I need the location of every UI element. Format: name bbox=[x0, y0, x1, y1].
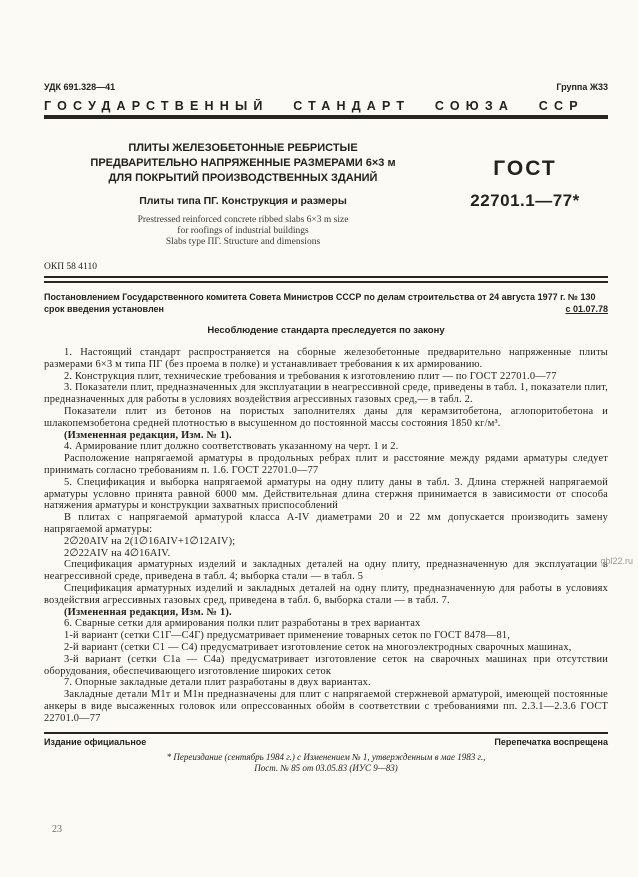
body-paragraph: (Измененная редакция, Изм. № 1). bbox=[64, 429, 232, 441]
body-paragraph: Показатели плит из бетонов на пористых заполнителях даны для керамзитобетона, аглопоритобетона и шлакопемзобетона средней плотностью в высушенном до постоянной массы состояния 1850 кг/м³. bbox=[44, 405, 608, 429]
gost-designation-number: 22701.1—77* bbox=[470, 191, 580, 210]
page-number: 23 bbox=[52, 824, 62, 835]
designation-block bbox=[442, 141, 608, 248]
law-notice: Несоблюдение стандарта преследуется по закону bbox=[207, 325, 445, 336]
heading-rule bbox=[44, 115, 608, 119]
footnote bbox=[44, 752, 608, 775]
decree-text: Постановлением Государственного комитета Совета Министров СССР по делам строительства от 24 августа 1977 г. № 130 bbox=[44, 292, 596, 302]
english-subtitle-line: Slabs type ПГ. Structure and dimensions bbox=[165, 237, 321, 247]
gost-designation-label: ГОСТ bbox=[493, 157, 557, 180]
footer-row bbox=[44, 737, 608, 747]
title-line: ПЛИТЫ ЖЕЛЕЗОБЕТОННЫЕ РЕБРИСТЫЕ bbox=[128, 142, 358, 154]
title-line: ДЛЯ ПОКРЫТИЙ ПРОИЗВОДСТВЕННЫХ ЗДАНИЙ bbox=[108, 172, 378, 184]
body-text bbox=[44, 347, 608, 725]
subtitle: Плиты типа ПГ. Конструкция и размеры bbox=[139, 195, 347, 207]
body-paragraph: 4. Армирование плит должно соответствовать указанному на черт. 1 и 2. bbox=[64, 441, 399, 453]
decree-line2 bbox=[44, 303, 608, 315]
title-left-column bbox=[44, 141, 442, 248]
body-paragraph: Спецификация арматурных изделий и закладных деталей на одну плиту, предназначенную для эксплуатации в неагрессивной среде, приведена в табл. 4; выборка стали — в табл. 5 bbox=[44, 559, 608, 583]
body-paragraph: 3. Показатели плит, предназначенных для эксплуатации в неагрессивной среде, приведены в табл. 1, показатели плит, предназначенных для работы в условиях воздействия агрессивных газовых сред,— в табл. 2. bbox=[44, 382, 608, 406]
state-standard-heading: ГОСУДАРСТВЕННЫЙ СТАНДАРТ СОЮЗА ССР bbox=[44, 99, 584, 113]
title-area bbox=[44, 141, 608, 248]
body-paragraph: 3-й вариант (сетки С1а — С4а) предусматривает изготовление сеток на сварочных машинах при отсутствии оборудования, обеспечивающего изготовление широких сеток bbox=[44, 653, 608, 677]
body-paragraph: 1. Настоящий стандарт распространяется на сборные железобетонные предварительно напряженные плиты размерами 6×3 м типа ПГ (без проема в полке) и устанавливает требования к их армированию. bbox=[44, 347, 608, 370]
body-paragraph: 7. Опорные закладные детали плит разработаны в двух вариантах. bbox=[64, 677, 371, 689]
body-paragraph: (Измененная редакция, Изм. № 1). bbox=[64, 606, 232, 618]
meta-row bbox=[44, 82, 608, 92]
udk-label: УДК 691.328—41 bbox=[44, 82, 116, 92]
official-edition-label: Издание официальное bbox=[44, 736, 147, 747]
body-paragraph: Закладные детали М1т и М1н предназначены для плит с напрягаемой стержневой арматурой, имеющей постоянные анкеры в виде высаженных головок или опрессованных обойм в соответствии с требованиями пп. 2.3.1—2.3.6 ГОСТ 22701.0—77 bbox=[44, 689, 608, 724]
body-paragraph: 2-й вариант (сетки С1 — С4) предусматривает изготовление сеток на многоэлектродных сварочных машинах, bbox=[64, 641, 572, 653]
reprint-prohibited-label: Перепечатка воспрещена bbox=[494, 736, 608, 747]
body-paragraph: Спецификация арматурных изделий и закладных деталей на одну плиту, предназначенную для работы в условиях воздействия агрессивных газовых сред, приведена в табл. 6, выборка стали — в табл. 7. bbox=[44, 582, 608, 606]
footer-rule bbox=[44, 732, 608, 734]
body-paragraph: 2∅22AIV на 4∅16AIV. bbox=[64, 547, 171, 559]
english-subtitle bbox=[44, 215, 442, 248]
body-paragraph: 6. Сварные сетки для армирования полки плит разработаны в трех вариантах bbox=[64, 618, 421, 630]
footnote-line: Пост. № 85 от 03.05.83 (ИУС 9—83) bbox=[254, 763, 398, 773]
body-paragraph: Расположение напрягаемой арматуры в продольных ребрах плит и расстояние между рядами арматуры следует принимать согласно требованиям п. 1.6. ГОСТ 22701.0—77 bbox=[44, 453, 608, 476]
okp-label: ОКП 58 4110 bbox=[44, 262, 97, 272]
body-paragraph: 5. Спецификация и выборка напрягаемой арматуры на одну плиту даны в табл. 3. Длина стержней напрягаемой арматуры условно принята равной 6000 мм. Действительная длина стержня принимается в зависимости от способа натяжения арматуры и конструкции захватных приспособлений bbox=[44, 476, 608, 512]
group-label: Группа Ж33 bbox=[556, 82, 608, 92]
english-subtitle-line: for roofings of industrial buildings bbox=[177, 226, 309, 236]
body-paragraph: 2. Конструкция плит, технические требования и требования к изготовлению плит — по ГОСТ 22701.0—77 bbox=[64, 370, 557, 382]
body-paragraph: 2∅20AIV на 2(1∅16AIV+1∅12AIV); bbox=[64, 535, 236, 547]
effective-date: с 01.07.78 bbox=[565, 304, 608, 314]
title-line: ПРЕДВАРИТЕЛЬНО НАПРЯЖЕННЫЕ РАЗМЕРАМИ 6×3 м bbox=[90, 157, 396, 169]
english-subtitle-line: Prestressed reinforced concrete ribbed slabs 6×3 m size bbox=[137, 215, 349, 225]
watermark: gbl22.ru bbox=[600, 556, 633, 566]
body-paragraph: В плитах с напрягаемой арматурой класса A-IV диаметрами 20 и 22 мм допускается производить замену напрягаемой арматуры: bbox=[44, 512, 608, 535]
double-rule bbox=[44, 276, 608, 283]
body-paragraph: 1-й вариант (сетки С1Г—С4Г) предусматривает применение товарных сеток по ГОСТ 8478—81, bbox=[64, 630, 511, 642]
decree-block bbox=[44, 291, 608, 315]
decree-term: срок введения установлен bbox=[44, 304, 164, 314]
footnote-line: * Переиздание (сентябрь 1984 г.) с Изменением № 1, утвержденным в мае 1983 г., bbox=[166, 751, 486, 762]
